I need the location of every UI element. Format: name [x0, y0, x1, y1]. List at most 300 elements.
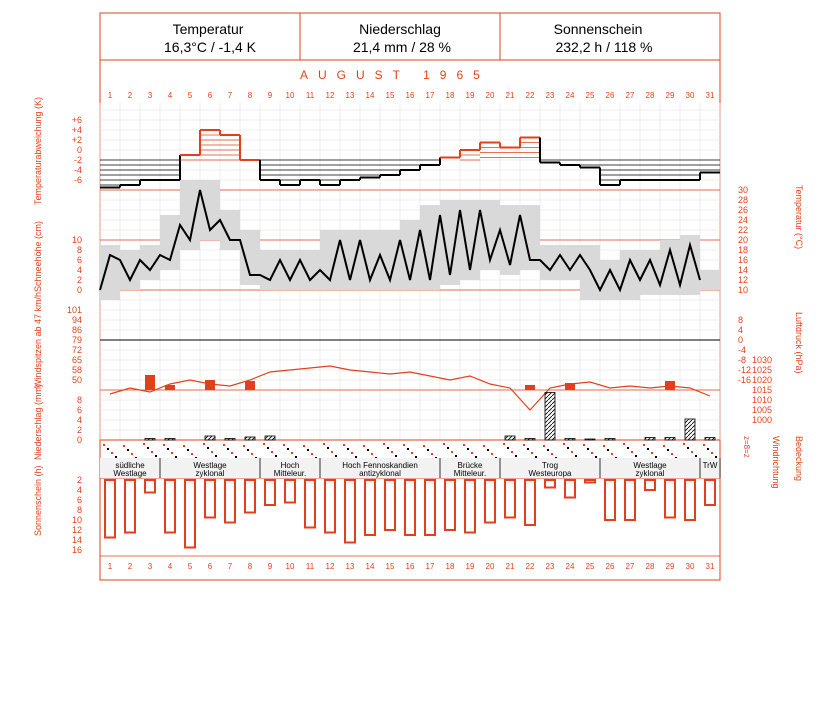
tick-pressure: 1000 — [752, 415, 773, 425]
tick-temp-anomaly: +4 — [71, 125, 82, 135]
precip-bar — [585, 439, 595, 440]
wind-cloud-dot — [167, 448, 169, 450]
tick-sun: 16 — [71, 545, 82, 555]
tick-snow: 0 — [76, 285, 82, 295]
wind-cloud-dot — [591, 452, 593, 454]
tick-snow: 4 — [76, 265, 82, 275]
sunshine-bar — [505, 480, 515, 518]
wind-cloud-dot — [203, 443, 205, 445]
wind-cloud-dot — [515, 455, 517, 457]
tick-temp-anomaly: -2 — [73, 155, 82, 165]
sunshine-bar — [485, 480, 495, 523]
day-label: 9 — [267, 562, 273, 571]
wind-cloud-dot — [423, 445, 425, 447]
day-label: 20 — [485, 91, 495, 100]
sunshine-bar — [465, 480, 475, 533]
tick-temperature: 24 — [738, 215, 749, 225]
wind-cloud-dot — [391, 451, 393, 453]
wind-cloud-dot — [175, 456, 177, 458]
axis-label-precip: Niederschlag (mm) — [33, 383, 43, 460]
sunshine-bar — [205, 480, 215, 518]
day-label: 1 — [107, 562, 113, 571]
wind-cloud-dot — [115, 456, 117, 458]
tick-temperature-low: 4 — [738, 325, 744, 335]
precip-value: 21,4 mm / 28 % — [352, 39, 452, 55]
precip-bar — [505, 436, 515, 440]
wind-cloud-dot — [211, 451, 213, 453]
wind-cloud-dot — [667, 449, 669, 451]
axis-label-cloud: Bedeckung — [794, 436, 804, 482]
day-label: 21 — [505, 91, 515, 100]
wind-cloud-dot — [715, 456, 717, 458]
day-label: 30 — [685, 91, 695, 100]
sunshine-bar — [705, 480, 715, 505]
tick-sun: 14 — [71, 535, 82, 545]
sunshine-panel — [105, 480, 715, 548]
weather-type-label: Westlage — [193, 461, 227, 470]
wind-gust-bar — [525, 385, 535, 390]
temperature-band — [580, 245, 600, 300]
sunshine-bar — [545, 480, 555, 488]
sunshine-bar — [685, 480, 695, 520]
tick-temperature: 14 — [738, 265, 749, 275]
day-label: 28 — [645, 562, 655, 571]
sunshine-bar — [105, 480, 115, 538]
wind-cloud-dot — [251, 453, 253, 455]
day-label: 12 — [325, 91, 335, 100]
day-label: 7 — [227, 91, 233, 100]
sunshine-bar — [185, 480, 195, 548]
wind-cloud-dot — [243, 445, 245, 447]
day-label: 26 — [605, 562, 615, 571]
tick-temperature: 26 — [738, 205, 749, 215]
temperature-band — [560, 245, 580, 280]
wind-cloud-dot — [447, 447, 449, 449]
wind-cloud-dot — [231, 452, 233, 454]
weather-type-label: Trog — [541, 461, 559, 470]
temperature-band — [600, 260, 620, 300]
tick-temperature: 22 — [738, 225, 749, 235]
temperature-band — [160, 215, 180, 270]
day-label: 31 — [705, 91, 715, 100]
wind-cloud-dot — [123, 445, 125, 447]
wind-cloud-dot — [147, 447, 149, 449]
day-label: 10 — [285, 562, 295, 571]
temperature-band — [340, 230, 360, 290]
day-labels-bottom — [108, 562, 715, 571]
wind-cloud-dot — [527, 448, 529, 450]
sunshine-bar — [525, 480, 535, 525]
wind-cloud-dot — [707, 448, 709, 450]
wind-cloud-dot — [347, 448, 349, 450]
wind-cloud-dot — [267, 447, 269, 449]
wind-cloud-dot — [295, 456, 297, 458]
tick-temp-anomaly: 0 — [76, 145, 82, 155]
day-label: 19 — [465, 562, 475, 571]
tick-temperature: 20 — [738, 235, 749, 245]
wind-cloud-dot — [343, 444, 345, 446]
day-label: 3 — [147, 91, 153, 100]
precip-title: Niederschlag — [359, 21, 441, 37]
day-label: 23 — [545, 91, 555, 100]
day-label: 26 — [605, 91, 615, 100]
day-label: 27 — [625, 91, 635, 100]
day-label: 13 — [345, 91, 355, 100]
weather-type-label: Westeuropa — [528, 469, 572, 478]
tick-temperature-low: 8 — [738, 315, 744, 325]
sunshine-bar — [665, 480, 675, 518]
wind-cloud-dot — [331, 451, 333, 453]
wind-cloud-dot — [403, 444, 405, 446]
day-label: 29 — [665, 91, 675, 100]
temperature-band — [220, 210, 240, 250]
wind-cloud-dot — [291, 452, 293, 454]
tick-temperature-low: -8 — [738, 355, 747, 365]
day-label: 23 — [545, 562, 555, 571]
tick-snow: 2 — [76, 275, 82, 285]
day-label: 9 — [267, 91, 273, 100]
day-label: 28 — [645, 91, 655, 100]
tick-temperature-low: -12 — [738, 365, 752, 375]
day-label: 4 — [167, 562, 173, 571]
day-label: 11 — [305, 562, 315, 571]
sunshine-bar — [145, 480, 155, 493]
month-title: AUGUST 1965 — [300, 68, 490, 82]
cloud-scale: z=8=z — [742, 436, 751, 458]
precip-bar — [665, 438, 675, 441]
wind-cloud-dot — [111, 452, 113, 454]
weather-type-label: antizyklonal — [359, 469, 401, 478]
tick-pressure: 1010 — [752, 395, 773, 405]
tick-pressure: 1025 — [752, 365, 773, 375]
tick-wind: 94 — [71, 315, 82, 325]
sunshine-bar — [565, 480, 575, 498]
axis-label-temperature: Temperatur (°C) — [794, 185, 804, 250]
wind-cloud-dot — [443, 443, 445, 445]
day-label: 20 — [485, 562, 495, 571]
tick-temperature: 12 — [738, 275, 749, 285]
day-label: 30 — [685, 562, 695, 571]
axis-label-wind: Windspitzen ab 47 km/h — [33, 291, 43, 388]
day-label: 17 — [425, 562, 435, 571]
wind-cloud-dot — [107, 448, 109, 450]
wind-cloud-dot — [575, 455, 577, 457]
precip-bar — [145, 439, 155, 441]
precip-panel — [145, 393, 715, 441]
day-label: 31 — [705, 562, 715, 571]
wind-cloud-dot — [595, 456, 597, 458]
wind-cloud-dot — [283, 444, 285, 446]
day-label: 25 — [585, 91, 595, 100]
day-label: 18 — [445, 91, 455, 100]
wind-cloud-dot — [307, 449, 309, 451]
tick-sun: 8 — [76, 505, 82, 515]
tick-wind: 58 — [71, 365, 82, 375]
wind-cloud-dot — [395, 455, 397, 457]
sunshine-bar — [365, 480, 375, 535]
tick-sun: 10 — [71, 515, 82, 525]
weather-type-label: Brücke — [457, 461, 483, 470]
wind-gust-bar — [165, 385, 175, 390]
tick-temp-anomaly: +2 — [71, 135, 82, 145]
day-label: 8 — [247, 562, 253, 571]
wind-cloud-dot — [607, 449, 609, 451]
sunshine-bar — [265, 480, 275, 505]
tick-wind: 79 — [71, 335, 82, 345]
wind-cloud-dot — [127, 449, 129, 451]
tick-wind: 86 — [71, 325, 82, 335]
wind-cloud-dot — [383, 443, 385, 445]
tick-temp-anomaly: -4 — [73, 165, 82, 175]
day-label: 18 — [445, 562, 455, 571]
tick-precip: 2 — [76, 425, 82, 435]
wind-cloud-dot — [263, 443, 265, 445]
day-label: 15 — [385, 91, 395, 100]
tick-temp-anomaly: +6 — [71, 115, 82, 125]
wind-cloud-dot — [235, 456, 237, 458]
wind-cloud-dot — [411, 452, 413, 454]
tick-snow: 10 — [71, 235, 82, 245]
day-label: 22 — [525, 562, 535, 571]
wind-gust-bar — [245, 381, 255, 390]
wind-cloud-dot — [335, 455, 337, 457]
day-label: 7 — [227, 562, 233, 571]
weather-type-strip — [100, 458, 720, 478]
day-label: 19 — [465, 91, 475, 100]
wind-gust-bar — [665, 381, 675, 390]
precip-bar — [605, 439, 615, 441]
wind-cloud-dot — [431, 453, 433, 455]
wind-cloud-dot — [171, 452, 173, 454]
wind-cloud-dot — [351, 452, 353, 454]
tick-temperature: 28 — [738, 195, 749, 205]
temperature-band — [120, 250, 140, 290]
day-label: 13 — [345, 562, 355, 571]
wind-cloud-dot — [275, 455, 277, 457]
wind-cloud-dot — [287, 448, 289, 450]
axis-label-winddir: Windrichtung — [771, 436, 781, 489]
wind-cloud-dot — [535, 456, 537, 458]
day-label: 1 — [107, 91, 113, 100]
day-label: 16 — [405, 562, 415, 571]
day-label: 2 — [127, 562, 133, 571]
wind-cloud-dot — [695, 455, 697, 457]
weather-type-label: Westlage — [113, 469, 147, 478]
tick-snow: 6 — [76, 255, 82, 265]
day-label: 8 — [247, 91, 253, 100]
wind-cloud-dot — [467, 448, 469, 450]
wind-cloud-dot — [187, 449, 189, 451]
tick-pressure: 1015 — [752, 385, 773, 395]
sunshine-bar — [125, 480, 135, 533]
wind-cloud-dot — [547, 449, 549, 451]
wind-cloud-dot — [323, 443, 325, 445]
precip-bar — [165, 439, 175, 441]
wind-cloud-dot — [455, 455, 457, 457]
wind-gust-bar — [565, 383, 575, 390]
day-label: 14 — [365, 562, 375, 571]
sunshine-bar — [585, 480, 595, 483]
wind-cloud-dot — [367, 449, 369, 451]
wind-cloud-dot — [655, 456, 657, 458]
tick-wind: 65 — [71, 355, 82, 365]
day-labels-top — [108, 91, 715, 100]
wind-cloud-dot — [627, 447, 629, 449]
temperature-band — [300, 250, 320, 290]
weather-type-label: südliche — [115, 461, 145, 470]
wind-cloud-dot — [487, 449, 489, 451]
day-label: 29 — [665, 562, 675, 571]
tick-pressure: 1005 — [752, 405, 773, 415]
day-label: 24 — [565, 91, 575, 100]
precip-bar — [645, 438, 655, 441]
sunshine-bar — [625, 480, 635, 520]
wind-cloud-dot — [131, 453, 133, 455]
tick-sun: 6 — [76, 495, 82, 505]
wind-cloud-dot — [247, 449, 249, 451]
temperature-band — [240, 230, 260, 285]
sunshine-bar — [385, 480, 395, 530]
wind-cloud-dot — [271, 451, 273, 453]
wind-cloud-dot — [427, 449, 429, 451]
wind-cloud-dot — [531, 452, 533, 454]
precip-bar — [685, 419, 695, 440]
wind-cloud-dot — [183, 445, 185, 447]
precip-bar — [225, 439, 235, 441]
wind-cloud-dot — [207, 447, 209, 449]
day-label: 14 — [365, 91, 375, 100]
wind-cloud-dot — [151, 451, 153, 453]
sunshine-bar — [165, 480, 175, 533]
axis-label-pressure: Luftdruck (hPa) — [794, 312, 804, 374]
wind-cloud-dot — [691, 451, 693, 453]
day-label: 4 — [167, 91, 173, 100]
weather-type-label: Mitteleur. — [273, 469, 307, 478]
temperature-band — [100, 245, 120, 300]
wind-cloud-dot — [587, 448, 589, 450]
wind-cloud-dot — [643, 444, 645, 446]
wind-cloud-dot — [483, 445, 485, 447]
day-label: 5 — [187, 91, 193, 100]
weather-type-label: TrW — [702, 461, 718, 470]
sunshine-bar — [405, 480, 415, 535]
tick-pressure: 1020 — [752, 375, 773, 385]
day-label: 5 — [187, 562, 193, 571]
wind-cloud-dot — [687, 447, 689, 449]
wind-cloud-dot — [407, 448, 409, 450]
wind-cloud-dot — [563, 443, 565, 445]
precip-bar — [705, 438, 715, 441]
temperature-band — [260, 250, 280, 290]
tick-sun: 12 — [71, 525, 82, 535]
precip-bar — [525, 439, 535, 441]
weather-type-label: zyklonal — [635, 469, 665, 478]
day-label: 16 — [405, 91, 415, 100]
weather-type-label: Hoch Fennoskandien — [342, 461, 418, 470]
tick-precip: 4 — [76, 415, 82, 425]
weather-type-label: zyklonal — [195, 469, 225, 478]
precip-bar — [565, 439, 575, 441]
wind-cloud-dot — [227, 448, 229, 450]
day-label: 3 — [147, 562, 153, 571]
wind-cloud-dot — [475, 456, 477, 458]
day-label: 17 — [425, 91, 435, 100]
wind-gust-bar — [145, 375, 155, 390]
wind-cloud-dots — [103, 443, 717, 459]
tick-wind: 72 — [71, 345, 82, 355]
tick-temperature: 18 — [738, 245, 749, 255]
wind-cloud-dot — [611, 453, 613, 455]
axis-label-sun: Sonnenschein (h) — [33, 465, 43, 536]
day-label: 22 — [525, 91, 535, 100]
wind-cloud-dot — [363, 445, 365, 447]
wind-cloud-dot — [543, 445, 545, 447]
sunshine-bar — [305, 480, 315, 528]
wind-cloud-dot — [635, 455, 637, 457]
wind-cloud-dot — [663, 445, 665, 447]
wind-cloud-dot — [551, 453, 553, 455]
wind-cloud-dot — [387, 447, 389, 449]
precip-bar — [265, 436, 275, 440]
wind-cloud-dot — [703, 444, 705, 446]
day-label: 21 — [505, 562, 515, 571]
weather-type-label: Hoch — [280, 461, 300, 470]
temp-title: Temperatur — [172, 21, 244, 37]
axis-label-temp-anomaly: Temperaturabweichung (K) — [33, 96, 43, 205]
wind-cloud-dot — [491, 453, 493, 455]
weather-type-label: Mitteleur. — [453, 469, 487, 478]
day-label: 27 — [625, 562, 635, 571]
tick-precip: 6 — [76, 405, 82, 415]
wind-cloud-dot — [223, 444, 225, 446]
wind-gust-bar — [205, 380, 215, 390]
wind-cloud-dot — [451, 451, 453, 453]
wind-cloud-dot — [355, 456, 357, 458]
header — [100, 13, 720, 60]
wind-cloud-dot — [651, 452, 653, 454]
day-label: 6 — [207, 562, 213, 571]
tick-temp-anomaly: -6 — [73, 175, 82, 185]
sunshine-bar — [605, 480, 615, 520]
wind-cloud-dot — [571, 451, 573, 453]
wind-cloud-dot — [507, 447, 509, 449]
wind-cloud-dot — [191, 453, 193, 455]
precip-bar — [245, 437, 255, 440]
sunshine-bar — [225, 480, 235, 523]
wind-cloud-dot — [143, 443, 145, 445]
wind-cloud-dot — [511, 451, 513, 453]
day-label: 25 — [585, 562, 595, 571]
sunshine-bar — [445, 480, 455, 530]
sunshine-bar — [425, 480, 435, 535]
wind-cloud-dot — [583, 444, 585, 446]
temperature-band — [700, 270, 720, 290]
day-label: 15 — [385, 562, 395, 571]
sunshine-bar — [245, 480, 255, 513]
sunshine-bar — [345, 480, 355, 543]
wind-cloud-dot — [371, 453, 373, 455]
day-label: 6 — [207, 91, 213, 100]
day-label: 2 — [127, 91, 133, 100]
wind-cloud-dot — [631, 451, 633, 453]
tick-sun: 4 — [76, 485, 82, 495]
wind-cloud-dot — [711, 452, 713, 454]
tick-temperature-low: 0 — [738, 335, 744, 345]
precip-bar — [205, 436, 215, 440]
tick-precip: 0 — [76, 435, 82, 445]
tick-temperature: 10 — [738, 285, 749, 295]
wind-cloud-dot — [503, 443, 505, 445]
